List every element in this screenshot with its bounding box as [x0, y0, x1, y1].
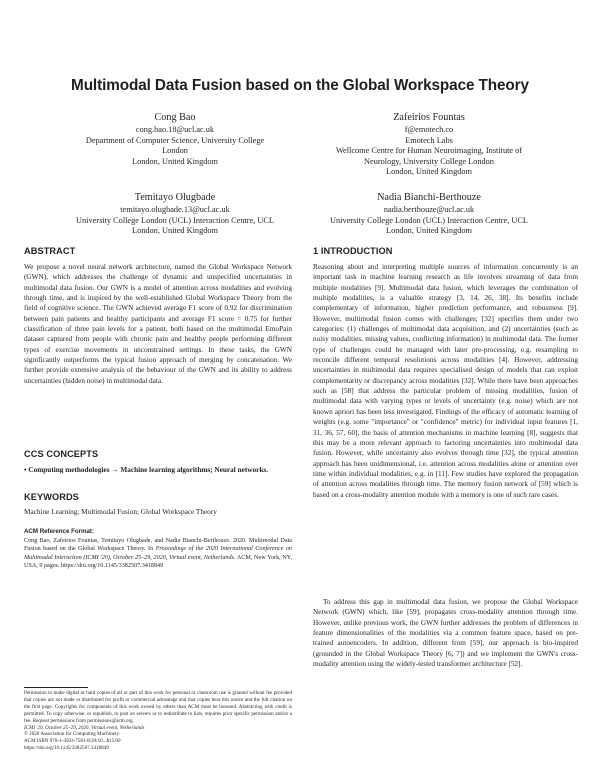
author-email: nadia.berthouze@ucl.ac.uk	[383, 205, 475, 214]
author-email: f@emotech.co	[404, 125, 454, 134]
permission-block	[24, 690, 292, 752]
copyright-line: © 2020 Association for Computing Machinery.	[24, 731, 121, 738]
author-block	[300, 191, 558, 237]
author-affiliation: Neurology, University College London	[364, 156, 494, 166]
reference-doi: ACM, New York, NY, USA, 9 pages. https://doi.org/10.1145/3382507.3418849	[24, 554, 292, 569]
doi-line: https://doi.org/10.1145/3382507.3418849	[24, 745, 109, 752]
reference-venue: Proceedings of the 2020 International Conference on Multimodal Interaction (ICMI '20), October 25–29, 2020, Virtual event, Netherlands.	[24, 546, 292, 561]
abstract-heading: ABSTRACT	[24, 246, 76, 256]
author-block	[48, 191, 302, 237]
author-name: Zafeirios Fountas	[393, 112, 465, 123]
author-location: London, United Kingdom	[386, 167, 472, 177]
author-block	[300, 111, 558, 178]
acm-reference	[24, 528, 292, 570]
keywords-heading: KEYWORDS	[24, 492, 79, 502]
author-affiliation: London	[162, 146, 188, 156]
introduction-para-2: To address this gap in multimodal data fusion, we propose the Global Workspace Network (GWN) which, like [59], propagates cross-modality attention through time. However, unlike previous work, the GWN further addresses the problem of differences in feature dimensionalities of the modalities via a common feature space, based on pre-trained autoencoders. In addition, different from [59], our approach is bio-inspired (grounded in the Global Workspace Theory [6, 7]) and we implement the GWN's cross-modality attention using the widely-tested transformer architecture [52].	[313, 598, 578, 669]
reference-text	[24, 537, 292, 570]
author-email: temitayo.olugbade.13@ucl.ac.uk	[120, 205, 230, 214]
author-email: cong.bao.18@ucl.ac.uk	[135, 125, 215, 134]
introduction-heading: 1 INTRODUCTION	[313, 246, 393, 256]
author-block	[48, 111, 302, 167]
ccs-heading: CCS CONCEPTS	[24, 449, 99, 459]
keywords-text: Machine Learning; Multimodal Fusion; Global Workspace Theory	[24, 508, 217, 516]
permission-text: Permission to make digital or hard copies of all or part of this work for personal or classroom use is granted without fee provided that copies are not made or distributed for profit or commercial advantage and that copies bear this notice and the full citation on the first page. Copyrights for components of this work owned by others than ACM must be honored. Abstracting with credit is permitted. To copy otherwise, or republish, to post on servers or to redistribute to lists, requires prior specific permission and/or a fee. Request permissions from permissions@acm.org.	[24, 690, 292, 724]
abstract-text: We propose a novel neural network architecture, named the Global Workspace Network (GWN), which addresses the challenge of dynamic and unspecified uncertainties in multimodal data fusion. Our GWN is a model of attention across modalities and evolving through time, and is inspired by the well-established Global Workspace Theory from the field of cognitive science. The GWN achieved average F1 score of 0.92 for discrimination between pain patients and healthy participants and average F1 score = 0.75 for further classification of three pain levels for a patient, both based on the multimodal EmoPain dataset captured from people with chronic pain and healthy people performing different types of exercise movements in unconstrained settings. In these tasks, the GWN significantly outperforms the typical fusion approach of merging by concatenation. We further provide extensive analysis of the behaviour of the GWN and its ability to address uncertainties (hidden noise) in multimodal data.	[24, 263, 292, 385]
paper-title: Multimodal Data Fusion based on the Global Workspace Theory	[71, 77, 529, 94]
author-affiliation: Wellcome Centre for Human Neuroimaging, Institute of	[335, 146, 523, 156]
ccs-text: • Computing methodologies → Machine learning algorithms; Neural networks.	[24, 466, 268, 474]
author-affiliation: University College London (UCL) Interaction Centre, UCL	[76, 215, 274, 225]
author-location: London, United Kingdom	[132, 156, 218, 166]
author-location: London, United Kingdom	[132, 226, 218, 236]
isbn-line: ACM ISBN 978-1-4503-7581-8/20/10...$15.00	[24, 738, 121, 745]
author-name: Nadia Bianchi-Berthouze	[377, 192, 481, 203]
author-affiliation: University College London (UCL) Interaction Centre, UCL	[330, 215, 528, 225]
introduction-para-1: Reasoning about and interpreting multiple sources of information concurrently is an important task in machine learning research as life involves streaming of data from multiple modalities [9]. Multimodal data fusion, which leverages the combination of multiple modalities, is a valuable strategy [3, 14, 26, 38]. Its benefits include complementary of information, higher prediction performance, and robustness [9]. However, multimodal fusion comes with challenges; [32] specifies them under two categories: (1) challenges of multimodal data acquisition, and (2) uncertainties (such as noisy modalities, missing values, conflicting information) in multimodal data. The former type of challenges could be managed with later pre-processing, e.g. resampling to reconcile different temporal resolutions across modalities [4]. However, addressing uncertainties in multimodal data requires specialised design of models that can exploit complementarity or discrepancy across modalities [32]. While there have been approaches such as [58] that address the particular problem of missing modalities, fusion of multimodal data with varying types or levels of uncertainty (e.g. noise) which are not known apriori has been less investigated. Findings of the efficacy of automatic learning of weights (e.g. some "importance" or "confidence" metric) for individual input features [1, 31, 36, 57, 60], the basis of attention mechanisms in machine learning [8], suggests that this may be a more relevant approach to factoring uncertainties into multimodal data fusion. However, while uncertainty also evolves through time [32], the typical attention approach has been unidimensional, i.e. attention across modalities alone or attention over time within individual modalities, e.g. in [11]. Few studies have explored the propagation of attention across modalities through time. The memory fusion network of [59] which is based on a cross-modality attention module with a memory is one of such rare cases.	[313, 263, 578, 499]
reference-heading: ACM Reference Format:	[24, 528, 94, 535]
reference-citation: Cong Bao, Zafeirios Fountas, Temitayo Olugbade, and Nadia Bianchi-Berthouze. 2020. Multimodal Data Fusion based on the Global Workspace Theory. In	[24, 538, 292, 553]
author-affiliation: Emotech Labs	[405, 135, 453, 145]
author-affiliation: Department of Computer Science, University College	[85, 135, 265, 145]
author-name: Cong Bao	[154, 112, 196, 123]
conference-line: ICMI '20, October 25–29, 2020, Virtual event, Netherlands	[24, 724, 145, 731]
footnote-rule	[24, 687, 88, 688]
author-location: London, United Kingdom	[386, 226, 472, 236]
author-name: Temitayo Olugbade	[134, 192, 216, 203]
